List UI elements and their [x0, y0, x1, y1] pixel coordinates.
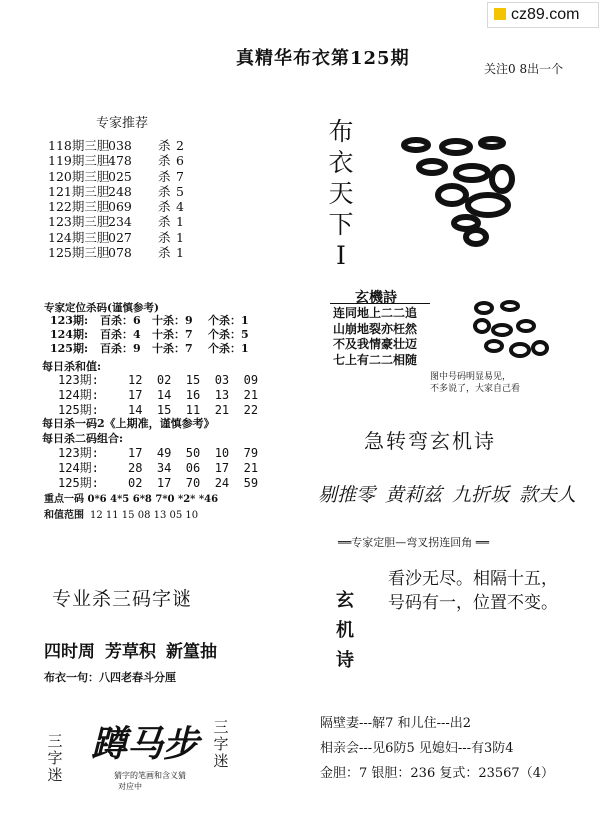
position-row [50, 328, 249, 342]
expert-code: 038 [108, 138, 132, 153]
xuanji-line: 山崩地裂亦枉然 [333, 321, 418, 336]
buyi-line: 布衣一句：八四老春斗分厘 [44, 671, 176, 684]
number-period: 125期: [58, 402, 99, 417]
number-values: 14 15 11 21 22 [128, 402, 259, 417]
number-period: 123期: [58, 446, 99, 460]
expert-row [48, 138, 184, 153]
expert-code: 078 [108, 245, 132, 261]
position-tens: 十杀：7 [152, 342, 193, 356]
four-word: 黄莉兹 [385, 484, 443, 506]
position-list [50, 314, 249, 357]
right-poem-line: 看沙无尽。相隔十五， [388, 569, 558, 589]
left-poem [44, 637, 227, 662]
left-poem-line: 新篁抽 [166, 642, 217, 662]
focus-row: 重点一码 0*6 4*5 6*8 7*0 *2* *46 [44, 494, 219, 505]
sum-range-label: 和值范围 [44, 510, 84, 521]
four-word: 剔推零 [318, 484, 376, 506]
expert-kill-label: 杀 [158, 153, 171, 169]
expert-code: 478 [108, 153, 132, 169]
kill-two-heading: 每日杀二码组合: [42, 432, 124, 445]
follow-note: 关注0 8出一个 [484, 62, 564, 76]
position-row [50, 314, 249, 328]
expert-kill: 4 [176, 199, 184, 215]
chain-rings-illustration [392, 133, 524, 251]
riddle-note: 猜字的笔画和含义猜 [114, 771, 186, 780]
expert-row [48, 199, 184, 214]
expert-kill: 1 [176, 229, 184, 245]
four-word: 九折坂 [452, 484, 510, 506]
expert-kill: 1 [176, 245, 184, 261]
number-values: 12 02 15 03 09 [128, 373, 259, 387]
riddle-side-left: 三字迷 [47, 732, 63, 784]
four-words [318, 480, 586, 507]
position-period: 124期: [50, 328, 89, 342]
left-poem-line: 四时周 [44, 642, 95, 662]
xuanji-line: 连同地上二二追 [333, 306, 418, 320]
final-line: 相亲会---见6防5 见媳妇---有3防4 [320, 741, 514, 756]
sum-list [58, 373, 258, 417]
expert-row [48, 230, 184, 245]
number-links-illustration [470, 298, 556, 370]
position-period: 123期: [50, 314, 89, 327]
expert-kill-label: 杀 [158, 229, 171, 245]
number-period: 123期: [58, 373, 99, 387]
number-row [58, 476, 258, 491]
number-values: 17 49 50 10 79 [128, 446, 259, 460]
expert-period: 119期三胆 [48, 153, 110, 169]
vertical-poem-label: 玄机诗 [336, 590, 354, 671]
image-hint-line: 图中号码明显易见， [430, 372, 512, 382]
expert-kill: 1 [176, 214, 184, 230]
sum-heading: 每日杀和值: [42, 360, 102, 373]
right-poem-line: 号码有一，位置不变。 [388, 593, 558, 613]
final-line: 金胆：7 银胆：236 复式：23567（4） [320, 766, 554, 781]
kill-three-title: 专业杀三码字谜 [52, 588, 193, 610]
expert-period: 118期三胆 [48, 138, 110, 153]
expert-kill: 7 [176, 168, 184, 184]
final-line: 隔壁妻---解7 和儿住---出2 [320, 716, 472, 731]
number-values: 17 14 16 13 21 [128, 387, 259, 402]
expert-kill: 2 [176, 138, 184, 153]
sum-range [44, 506, 198, 521]
number-period: 125期: [58, 475, 99, 490]
kill-one-heading: 每日杀一码2《上期准，谨慎参考》 [42, 417, 215, 430]
vertical-title: 布衣天下I [328, 117, 354, 270]
number-values: 02 17 70 24 59 [128, 475, 259, 490]
number-row [58, 446, 258, 461]
xuanji-line: 七上有二二相随 [333, 352, 418, 367]
number-period: 124期: [58, 460, 99, 475]
number-row [58, 373, 258, 388]
position-units: 个杀：1 [208, 314, 249, 327]
site-watermark [487, 2, 599, 28]
position-units: 个杀：5 [208, 328, 249, 342]
expert-kill-label: 杀 [158, 183, 171, 199]
expert-code: 234 [108, 214, 132, 230]
expert-period: 122期三胆 [48, 199, 110, 215]
riddle-note-2: 对应中 [118, 782, 142, 791]
number-row [58, 388, 258, 403]
expert-heading: 专家推荐 [96, 116, 149, 131]
left-poem-line: 芳草积 [105, 642, 156, 662]
kill-two-list [58, 446, 258, 490]
expert-kill: 6 [176, 153, 184, 169]
expert-period: 121期三胆 [48, 183, 110, 199]
expert-dan: ══专家定胆—弯叉拐连回角 ══ [338, 536, 489, 549]
expert-row [48, 184, 184, 199]
logo-square-icon [494, 8, 506, 20]
position-hundreds: 百杀：9 [100, 342, 141, 356]
expert-code: 248 [108, 183, 132, 199]
expert-kill: 5 [176, 183, 184, 199]
xuanji-divider [330, 303, 430, 304]
expert-kill-label: 杀 [158, 199, 171, 215]
right-poem [388, 567, 558, 615]
riddle-side-right: 三字迷 [213, 718, 229, 770]
riddle-word: 蹲马步 [91, 723, 200, 765]
expert-kill-label: 杀 [158, 168, 171, 184]
position-units: 个杀：1 [208, 342, 249, 356]
page-title: 真精华布衣第125期 [236, 48, 410, 69]
number-row [58, 461, 258, 476]
expert-period: 124期三胆 [48, 229, 110, 245]
expert-period: 125期三胆 [48, 245, 110, 261]
expert-list [48, 138, 184, 260]
final-block [320, 711, 554, 786]
jizhuan-title: 急转弯玄机诗 [364, 429, 496, 453]
number-values: 28 34 06 17 21 [128, 460, 259, 475]
xuanji-heading: 玄機詩 [355, 290, 397, 306]
watermark-text: cz89.com [511, 6, 580, 23]
expert-period: 123期三胆 [48, 214, 110, 230]
image-hint [430, 371, 520, 395]
position-tens: 十杀：7 [152, 328, 193, 342]
position-heading: 专家定位杀码(谨慎参考) [44, 302, 159, 314]
sum-range-values: 12 11 15 08 13 05 10 [90, 510, 199, 521]
expert-code: 069 [108, 199, 132, 215]
xuanji-line: 不及我情豪壮迈 [333, 337, 418, 351]
image-hint-line: 不多说了，大家自己看 [430, 384, 521, 394]
four-word: 款夫人 [519, 484, 577, 506]
expert-kill-label: 杀 [158, 245, 171, 261]
position-period: 125期: [50, 342, 89, 356]
expert-code: 027 [108, 229, 132, 245]
expert-kill-label: 杀 [158, 138, 171, 153]
expert-code: 025 [108, 168, 132, 184]
expert-row [48, 245, 184, 260]
position-tens: 十杀：9 [152, 314, 193, 327]
xuanji-poem [333, 306, 417, 368]
expert-row [48, 169, 184, 184]
expert-kill-label: 杀 [158, 214, 171, 230]
expert-row [48, 214, 184, 229]
number-period: 124期: [58, 387, 99, 402]
expert-row [48, 153, 184, 168]
expert-period: 120期三胆 [48, 168, 110, 184]
position-hundreds: 百杀：6 [100, 314, 141, 327]
position-row [50, 342, 249, 356]
position-hundreds: 百杀：4 [100, 328, 141, 342]
